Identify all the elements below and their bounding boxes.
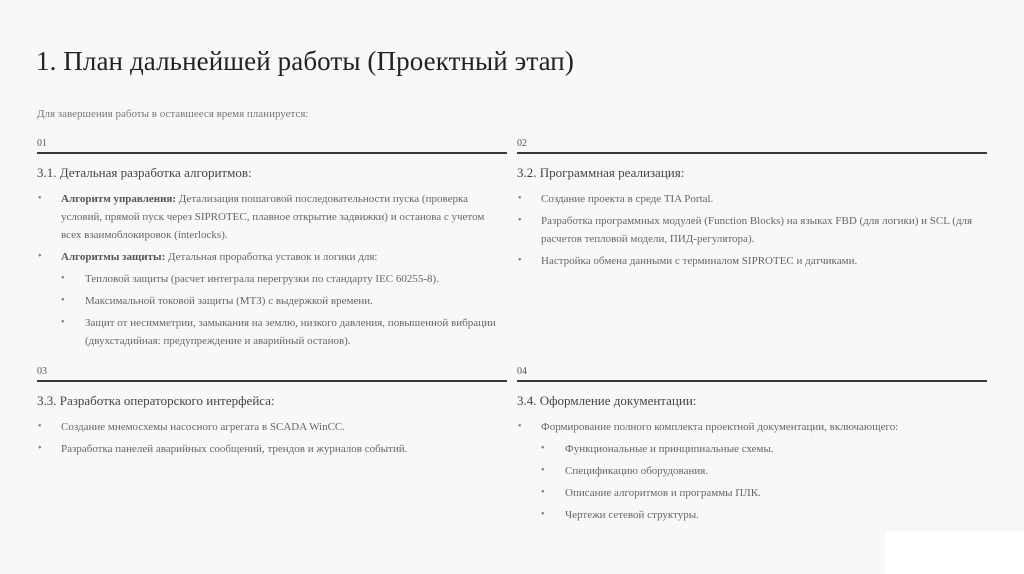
slide-title: 1. План дальнейшей работы (Проектный этап) [36,46,574,76]
item-text: Создание мнемосхемы насосного агрегата в SCADA WinCC. [61,421,346,433]
item-text: Тепловой защиты (расчет интеграла перегрузки по стандарту IEC 60255-8). [85,273,439,285]
section-divider [37,152,507,154]
section-number: 03 [37,366,47,377]
section-algorithms [37,138,507,354]
section-divider [37,380,507,382]
sub-list-item [517,440,987,458]
list-item [37,248,507,266]
item-text: Детальная проработка уставок и логики для: [165,251,378,263]
section-documentation [517,366,987,528]
section-number: 04 [517,366,527,377]
corner-panel [885,531,1024,574]
list-item [517,418,987,436]
list-item [37,190,507,244]
section-divider [517,152,987,154]
sub-list-item [517,462,987,480]
item-text: Формирование полного комплекта проектной документации, включающего: [541,421,899,433]
item-text: Создание проекта в среде TIA Portal. [541,193,714,205]
item-text: Описание алгоритмов и программы ПЛК. [565,487,761,499]
item-text: Функциональные и принципиальные схемы. [565,443,774,455]
section-heading: 3.2. Программная реализация: [517,165,685,180]
list-item [517,190,987,208]
section-software [517,138,987,274]
bullet-list [517,418,987,524]
section-heading: 3.1. Детальная разработка алгоритмов: [37,165,252,180]
item-text: Настройка обмена данными с терминалом SIPROTEC и датчиками. [541,255,858,267]
item-text: Чертежи сетевой структуры. [565,509,699,521]
item-text: Детализация пошаговой последовательности пуска (проверка условий, прямой пуск через SIPROTEC, плавное открытие задвижки) и останова с учетом всех взаимоблокировок (interlocks). [61,193,485,241]
item-text: Спецификацию оборудования. [565,465,709,477]
item-text: Разработка панелей аварийных сообщений, трендов и журналов событий. [61,443,408,455]
section-heading: 3.3. Разработка операторского интерфейса: [37,393,275,408]
sub-list-item [517,506,987,524]
list-item [37,440,507,458]
item-text: Разработка программных модулей (Function Blocks) на языках FBD (для логики) и SCL (для расчетов тепловой модели, ПИД-регулятора). [541,215,973,245]
item-bold-label: Алгоритмы защиты: [61,251,166,263]
section-divider [517,380,987,382]
item-text: Максимальной токовой защиты (МТЗ) с выдержкой времени. [85,295,373,307]
bullet-list [517,190,987,270]
intro-text: Для завершения работы в оставшееся время планируется: [37,108,309,120]
bullet-list [37,418,507,458]
list-item [517,252,987,270]
sub-list-item [37,270,507,288]
list-item [517,212,987,248]
section-number: 02 [517,138,527,149]
bullet-list [37,190,507,350]
section-heading: 3.4. Оформление документации: [517,393,697,408]
sub-list-item [37,292,507,310]
item-bold-label: Алгоритм управления: [61,193,177,205]
sub-list-item [517,484,987,502]
item-text: Защит от несимметрии, замыкания на землю, низкого давления, повышенной вибрации (двухстадийная: предупреждение и аварийный останов). [85,317,496,347]
section-number: 01 [37,138,47,149]
section-operator-interface [37,366,507,462]
list-item [37,418,507,436]
sub-list-item [37,314,507,350]
